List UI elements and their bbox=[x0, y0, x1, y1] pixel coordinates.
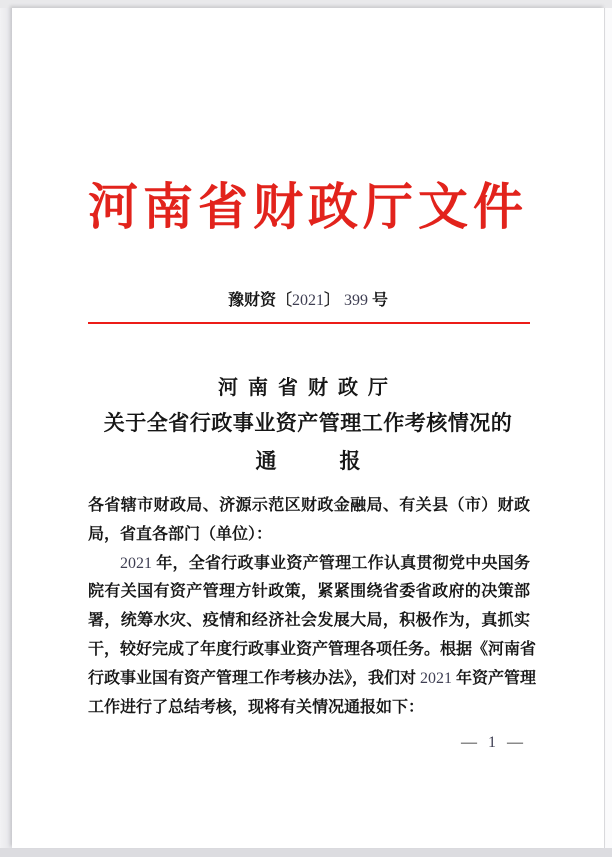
body-line bbox=[88, 550, 530, 579]
body-text: 行政事业国有资产管理工作考核办法》，我们对 bbox=[88, 669, 421, 687]
page-number-dash-left: — bbox=[461, 734, 488, 751]
title-line-doctype: 通 报 bbox=[255, 449, 361, 473]
body-line bbox=[88, 694, 530, 723]
page-number-dash-right: — bbox=[496, 734, 523, 751]
salutation-line bbox=[88, 492, 530, 521]
doc-number-year: 2021 bbox=[291, 292, 324, 309]
body-line bbox=[88, 578, 530, 607]
body-text: 各省辖市财政局、济源示范区财政金融局、有关县（市）财政 bbox=[88, 497, 530, 514]
viewer-background-bottom bbox=[0, 848, 612, 857]
body-line bbox=[88, 665, 537, 694]
viewer-background-top bbox=[0, 0, 612, 8]
doc-number bbox=[12, 289, 604, 313]
body-year: 2021 bbox=[120, 554, 152, 572]
viewer-background-left bbox=[0, 8, 12, 848]
body-line bbox=[88, 636, 537, 665]
document-body bbox=[88, 492, 537, 722]
doc-number-serial: 399 bbox=[344, 292, 368, 309]
doc-number-suffix: 号 bbox=[368, 292, 389, 309]
title-line-subject: 关于全省行政事业资产管理工作考核情况的 bbox=[103, 411, 513, 435]
letterhead-title: 河南省财政厅文件 bbox=[88, 179, 528, 235]
page-number bbox=[442, 732, 542, 754]
body-text: 署，统筹水灾、疫情和经济社会发展大局，积极作为，真抓实 bbox=[88, 612, 530, 630]
body-text: 年，全省行政事业资产管理工作认真贯彻党中央国务 bbox=[152, 554, 530, 572]
title-line-org: 河南省财政厅 bbox=[218, 377, 398, 399]
document-page bbox=[12, 8, 605, 848]
body-text: 年资产管理 bbox=[452, 669, 537, 687]
body-text: 院有关国有资产管理方针政策，紧紧围绕省委省政府的决策部 bbox=[88, 583, 530, 601]
body-line bbox=[88, 607, 530, 636]
doc-number-bracket: 〕 bbox=[323, 292, 344, 309]
body-text: 工作进行了总结考核，现将有关情况通报如下： bbox=[88, 698, 425, 716]
body-year: 2021 bbox=[420, 669, 453, 687]
page-number-value: 1 bbox=[488, 734, 496, 751]
body-text: 干，较好完成了年度行政事业资产管理各项任务。根据《河南省 bbox=[88, 640, 537, 658]
body-text: 局，省直各部门（单位）： bbox=[88, 525, 273, 543]
doc-number-prefix: 豫财资〔 bbox=[227, 292, 292, 309]
salutation-line bbox=[88, 521, 530, 550]
red-divider-line bbox=[88, 322, 530, 324]
